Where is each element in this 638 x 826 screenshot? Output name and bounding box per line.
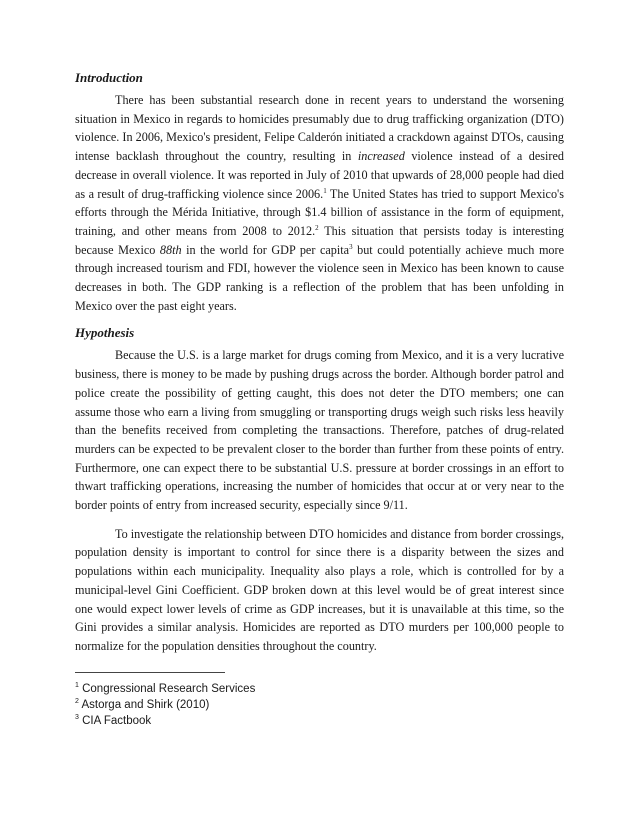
document-page [75, 68, 564, 729]
footnote-text: CIA Factbook [78, 714, 152, 727]
footnote-number: 2 [75, 697, 79, 705]
intro-emphasis-88th: 88th [159, 242, 182, 257]
footnote-number: 1 [75, 681, 79, 689]
footnote-ref-3: 3 [349, 242, 353, 251]
intro-emphasis-increased: increased [357, 149, 405, 164]
introduction-paragraph [75, 91, 564, 315]
footnote-1 [75, 681, 564, 697]
intro-text-part: in the world for GDP per capita [181, 242, 350, 257]
hypothesis-paragraph-1: Because the U.S. is a large market for drugs coming from Mexico, and it is a very lucrative business, there is money to be made by pushing drugs across the border. Although border patrol and police create the possibility of getting caught, this does not deter the DTO members; one can assume those who earn a living from smuggling or transporting drugs weigh such risks less heavily than the benefits received from completing the transactions. Therefore, patches of drug-related murders can be expected to be prevalent closer to the border than further from these points of entry. Furthermore, one can expect there to be substantial U.S. pressure at border crossings in an effort to thwart trafficking operations, increasing the number of homicides that occur at or very near to the border points of entry from increased security, especially since 9/11. [75, 348, 564, 513]
footnote-3 [75, 713, 564, 729]
footnote-separator [75, 672, 225, 673]
hypothesis-paragraph-2: To investigate the relationship between DTO homicides and distance from border crossings, population density is important to control for since there is a disparity between the sizes and populations within each municipality. Inequality also plays a role, which is controlled for by a municipal-level Gini Coefficient. GDP broken down at this level would be of great interest since one would expect lower levels of crime as GDP increases, but it is unavailable at this time, so the Gini provides a similar analysis. Homicides are reported as DTO murders per 100,000 people to normalize for the population densities throughout the country. [75, 526, 564, 653]
footnote-text: Astorga and Shirk (2010) [78, 698, 210, 711]
footnote-2 [75, 697, 564, 713]
section-heading-introduction: Introduction [75, 70, 143, 85]
intro-text-part: but could potentially achieve much more through increased tourism and FDI, however the violence seen in Mexico has been known to cause decreases in both. The GDP ranking is a reflection of the problem that has been unfolding in Mexico over the past eight years. [75, 242, 564, 313]
footnote-text: Congressional Research Services [78, 682, 256, 695]
footnote-number: 3 [75, 713, 79, 721]
intro-text-part: violence instead of a desired decrease in overall violence. It was reported in July of 2010 that upwards of 28,000 people had died as a result of drug-trafficking violence since 2006. [75, 149, 564, 201]
intro-text-part: This situation that persists today is interesting because Mexico [75, 223, 564, 257]
footnote-ref-1: 1 [323, 186, 327, 195]
intro-text-part: There has been substantial research done in recent years to understand the worsening situation in Mexico in regards to homicides presumably due to drug trafficking organization (DTO) violence. In 2006, Mexico's president, Felipe Calderón initiated a crackdown against DTOs, causing intense backlash throughout the country, resulting in [75, 93, 564, 164]
intro-text-part: The United States has tried to support Mexico's efforts through the Mérida Initiative, through $1.4 billion of assistance in the form of equipment, training, and other means from 2008 to 2012. [75, 186, 564, 238]
footnote-ref-2: 2 [315, 223, 319, 232]
section-heading-hypothesis: Hypothesis [75, 325, 135, 341]
footnotes [75, 681, 564, 729]
